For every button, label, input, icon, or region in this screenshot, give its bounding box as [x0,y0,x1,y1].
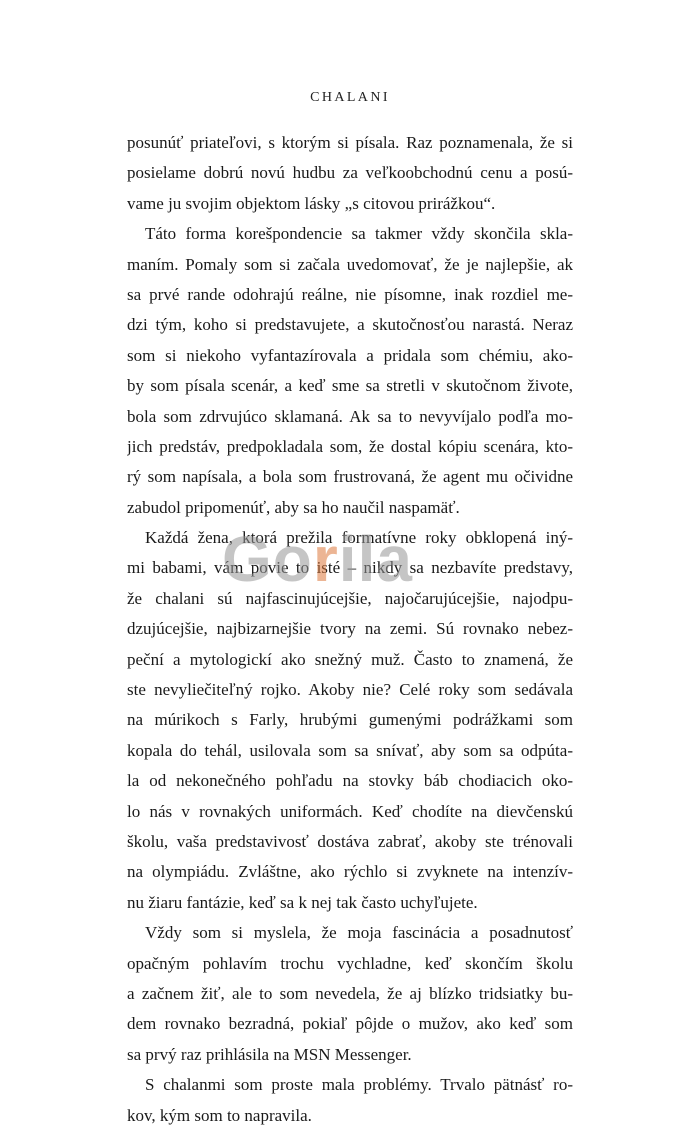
text-line: sa prvý raz prihlásila na MSN Messenger. [127,1044,412,1064]
watermark-accent: r [312,523,339,595]
text-line: S chalanmi som proste mala problémy. Trvalo pätnásť ro- [145,1075,573,1095]
text-line: nu žiaru fantázie, keď sa k nej tak často uchyľujete. [127,892,478,912]
text-line: kov, kým som to napravila. [127,1105,312,1125]
text-line: kopala do tehál, usilovala som sa snívať, aby som sa odpúta- [127,740,573,760]
text-line: sa prvé rande odohrajú reálne, nie písomne, inak rozdiel me- [127,284,573,304]
text-line: jich predstáv, predpokladala som, že dostal kópiu scenára, kto- [127,436,573,456]
text-line: dem rovnako bezradná, pokiaľ pôjde o mužov, ako keď som [127,1014,573,1034]
text-line: opačným pohlavím trochu vychladne, keď skončím školu [127,953,573,973]
body-text [127,128,573,1131]
text-line: Táto forma korešpondencie sa takmer vždy skončila skla- [145,224,573,244]
text-line: Vždy som si myslela, že moja fascinácia a posadnutosť [145,923,573,943]
text-line: posielame dobrú novú hudbu za veľkoobchodnú cenu a posú- [127,163,573,183]
text-line: la od nekonečného pohľadu na stovky báb chodiacich oko- [127,771,573,791]
text-line: ste nevyliečiteľný rojko. Akoby nie? Celé roky som sedávala [127,680,573,700]
text-line: peční a mytologickí ako snežný muž. Často to znamená, že [127,649,573,669]
text-line: zabudol pripomenúť, aby sa ho naučil naspamäť. [127,497,460,517]
text-line: že chalani sú najfascinujúcejšie, najočarujúcejšie, najodpu- [127,588,573,608]
text-line: lo nás v rovnakých uniformách. Keď chodíte na dievčenskú [127,801,573,821]
text-line: na múrikoch s Farly, hrubými gumenými podrážkami som [127,710,573,730]
watermark-part: ila [338,523,413,595]
text-line: som si niekoho vyfantazírovala a pridala som chémiu, ako- [127,345,573,365]
watermark-part: Go [222,523,313,595]
text-line: maním. Pomaly som si začala uvedomovať, že je najlepšie, ak [127,254,573,274]
text-line: vame ju svojim objektom lásky „s citovou prirážkou“. [127,193,496,213]
text-line: by som písala scenár, a keď sme sa stretli v skutočnom živote, [127,376,573,396]
running-head: CHALANI [310,90,390,105]
text-line: a začnem žiť, ale to som nevedela, že aj blízko tridsiatky bu- [127,983,573,1003]
text-line: školu, vaša predstavivosť dostáva zabrať, akoby ste trénovali [127,831,573,851]
text-line: dzujúcejšie, najbizarnejšie tvory na zemi. Sú rovnako nebez- [127,619,573,639]
text-line: Každá žena, ktorá prežila formatívne roky obklopená iný- [145,528,573,548]
text-line: na olympiádu. Zvláštne, ako rýchlo si zvyknete na intenzív- [127,862,573,882]
text-line: mi babami, vám povie to isté – nikdy sa nezbavíte predstavy, [127,558,573,578]
text-line: bola som zdrvujúco sklamaná. Ak sa to nevyvíjalo podľa mo- [127,406,573,426]
text-line: rý som napísala, a bola som frustrovaná, že agent mu očividne [127,467,573,487]
text-line: dzi tým, koho si predstavujete, a skutočnosťou narastá. Neraz [127,315,573,335]
text-line: posunúť priateľovi, s ktorým si písala. Raz poznamenala, že si [127,133,573,152]
